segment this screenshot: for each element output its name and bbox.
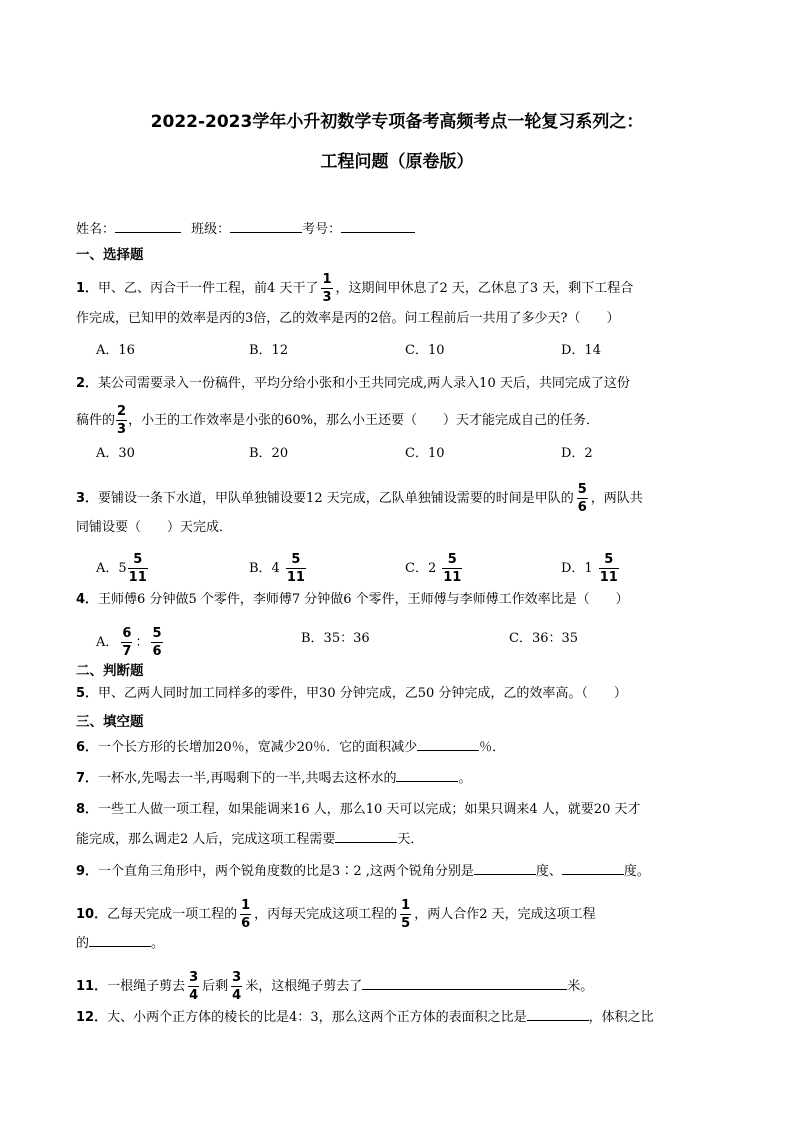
ratio-separator: ：: [135, 635, 149, 650]
section-heading-choice: 一、选择题: [76, 247, 144, 263]
question-text: 。: [151, 936, 165, 951]
question-text: 甲、乙两人同时加工同样多的零件，甲30 分钟完成，乙50 分钟完成，乙的效率高。（ ）: [98, 686, 627, 701]
question-text: ，体积之比: [588, 1010, 654, 1025]
option-a[interactable]: [96, 552, 151, 585]
question-number: 6．: [76, 740, 99, 755]
name-label: 姓名：: [76, 222, 116, 237]
fraction: [286, 552, 306, 585]
question-text: 一个长方形的长增加20％，宽减少20％．它的面积减少: [98, 740, 418, 755]
question-text: 的: [76, 936, 90, 951]
fraction-numerator: 2: [117, 404, 127, 419]
fraction: [128, 552, 148, 585]
section-heading-fill: 三、填空题: [76, 714, 144, 730]
fraction-numerator: 5: [152, 626, 162, 641]
fraction-numerator: 1: [241, 898, 251, 913]
fraction-denominator: 4: [189, 988, 199, 1003]
question-2-line1: [76, 374, 630, 394]
option-a[interactable]: [96, 626, 166, 659]
page-title-line1: 2022-2023学年小升初数学专项备考高频考点一轮复习系列之：: [150, 112, 644, 132]
fraction-denominator: 3: [117, 422, 127, 437]
option-a[interactable]: A．30: [96, 446, 135, 461]
question-text: ，两人合作2 天，完成这项工程: [414, 907, 596, 922]
question-text: ，这期间甲休息了2 天，乙休息了3 天，剩下工程合: [335, 281, 634, 296]
question-9: [76, 861, 650, 882]
question-text: 一杯水,先喝去一半,再喝剩下的一半,共喝去这杯水的: [98, 771, 397, 786]
question-text: 稿件的: [76, 413, 116, 428]
fraction-numerator: 5: [577, 482, 587, 497]
fraction-numerator: 3: [189, 970, 199, 985]
question-text: 米，这根绳子剪去了: [245, 979, 363, 994]
fraction-denominator: 6: [152, 644, 162, 659]
question-number: 3．: [76, 491, 99, 506]
option-label: A．: [96, 635, 119, 650]
question-number: 1．: [76, 281, 99, 296]
question-3-line1: [76, 482, 643, 515]
answer-blank[interactable]: [562, 861, 624, 875]
class-label: 班级：: [191, 222, 231, 237]
question-number: 12．: [76, 1010, 108, 1025]
question-number: 7．: [76, 771, 99, 786]
question-text: 王师傅6 分钟做5 个零件，李师傅7 分钟做6 个零件，王师傅与李师傅工作效率比是（ ）: [98, 592, 629, 607]
fraction-denominator: 7: [122, 644, 132, 659]
question-number: 11．: [76, 979, 108, 994]
option-d[interactable]: [561, 552, 622, 585]
question-text: ，两队共: [590, 491, 643, 506]
question-text: 大、小两个正方体的棱长的比是4：3，那么这两个正方体的表面积之比是: [107, 1010, 527, 1025]
fraction-denominator: 3: [322, 290, 332, 305]
page-title-line2: 工程问题（原卷版）: [320, 152, 474, 172]
question-5: [76, 684, 627, 704]
question-8-line1: [76, 800, 640, 820]
fraction: [240, 898, 251, 931]
fraction-numerator: 1: [401, 898, 411, 913]
fraction-denominator: 6: [577, 500, 587, 515]
question-number: 2．: [76, 376, 99, 391]
fraction-numerator: 5: [286, 552, 306, 569]
question-10-line1: [76, 898, 596, 931]
fraction: [231, 970, 242, 1003]
fraction: [321, 272, 332, 305]
question-number: 4．: [76, 592, 99, 607]
question-7: [76, 768, 471, 789]
question-number: 9．: [76, 864, 99, 879]
fraction-denominator: 11: [128, 570, 147, 585]
option-d[interactable]: D．2: [561, 446, 593, 461]
fraction: [599, 552, 619, 585]
question-text: 能完成，那么调走2 人后，完成这项工程需要: [76, 832, 336, 847]
question-text: 甲、乙、丙合干一件工程，前4 天干了: [98, 281, 319, 296]
id-label: 考号：: [302, 222, 342, 237]
question-text: 一根绳子剪去: [107, 979, 186, 994]
question-6: [76, 737, 505, 758]
fraction: [188, 970, 199, 1003]
option-b[interactable]: B．12: [249, 343, 289, 358]
fraction: [442, 552, 462, 585]
section-heading-judge: 二、判断题: [76, 663, 144, 679]
fraction-denominator: 11: [599, 570, 618, 585]
fraction-numerator: 6: [122, 626, 132, 641]
fraction-denominator: 6: [241, 916, 251, 931]
question-number: 5．: [76, 686, 99, 701]
fraction-numerator: 5: [599, 552, 619, 569]
option-b[interactable]: B．35：36: [301, 631, 370, 646]
question-text: 要铺设一条下水道，甲队单独铺设要12 天完成，乙队单独铺设需要的时间是甲队的: [98, 491, 574, 506]
answer-blank[interactable]: [527, 1007, 589, 1021]
answer-blank[interactable]: [417, 737, 479, 751]
question-text: 米。: [567, 979, 594, 994]
option-b[interactable]: B．20: [249, 446, 289, 461]
option-label: A．5: [96, 561, 127, 576]
question-11: [76, 970, 593, 1003]
answer-blank[interactable]: [362, 976, 567, 990]
option-label: D．1: [561, 561, 593, 576]
question-1-line2: 作完成，已知甲的效率是丙的3倍，乙的效率是丙的2倍。问工程前后一共用了多少天?（ ）: [76, 311, 620, 326]
id-blank[interactable]: [341, 219, 415, 233]
question-text: 后剩: [202, 979, 229, 994]
fraction-denominator: 11: [443, 570, 462, 585]
question-10-line2: [76, 933, 164, 954]
question-2-line2: [76, 404, 599, 437]
option-c[interactable]: C．36：35: [509, 631, 579, 646]
question-text: 度。: [623, 864, 650, 879]
question-text: 一些工人做一项工程，如果能调来16 人，那么10 天可以完成；如果只调来4 人，就要20 天才: [98, 802, 641, 817]
question-text: 。: [458, 771, 472, 786]
fraction: [121, 626, 132, 659]
fraction: [400, 898, 411, 931]
fraction: [577, 482, 588, 515]
question-number: 8．: [76, 802, 99, 817]
option-c[interactable]: C．10: [405, 343, 445, 358]
fraction-numerator: 5: [128, 552, 148, 569]
question-4-line1: [76, 590, 629, 610]
option-label: B．4: [249, 561, 280, 576]
option-c[interactable]: C．10: [405, 446, 445, 461]
question-text: ，小王的工作效率是小张的60%，那么小王还要（ ）天才能完成自己的任务．: [128, 413, 599, 428]
option-d[interactable]: D．14: [561, 343, 601, 358]
fraction-denominator: 11: [286, 570, 305, 585]
fraction-numerator: 5: [442, 552, 462, 569]
class-blank[interactable]: [230, 219, 302, 233]
question-text: 一个直角三角形中，两个锐角度数的比是3∶2 ,这两个锐角分别是: [98, 864, 474, 879]
fraction-denominator: 5: [401, 916, 411, 931]
answer-blank[interactable]: [89, 933, 151, 947]
question-1-line1: [76, 272, 633, 305]
question-text: 乙每天完成一项工程的: [107, 907, 238, 922]
fraction-numerator: 3: [232, 970, 242, 985]
option-b[interactable]: [249, 552, 309, 585]
option-label: C．2: [405, 561, 437, 576]
answer-blank[interactable]: [396, 768, 458, 782]
question-number: 10．: [76, 907, 108, 922]
question-text: ，丙每天完成这项工程的: [254, 907, 398, 922]
answer-blank[interactable]: [335, 829, 397, 843]
fraction: [116, 404, 127, 437]
fraction-denominator: 4: [232, 988, 242, 1003]
student-info-row: [76, 219, 415, 240]
fraction: [151, 626, 162, 659]
fraction-numerator: 1: [322, 272, 332, 287]
question-text: 某公司需要录入一份稿件，平均分给小张和小王共同完成,两人录入10 天后，共同完成了这份: [98, 376, 630, 391]
question-text: ％．: [479, 740, 506, 755]
question-text: 天．: [397, 832, 424, 847]
name-blank[interactable]: [115, 219, 181, 233]
question-3-line2: 同铺设要（ ）天完成．: [76, 520, 233, 535]
question-8-line2: [76, 829, 423, 850]
answer-blank[interactable]: [474, 861, 536, 875]
question-12: [76, 1007, 654, 1028]
option-c[interactable]: [405, 552, 465, 585]
question-text: 度、: [535, 864, 562, 879]
option-a[interactable]: A．16: [96, 343, 135, 358]
